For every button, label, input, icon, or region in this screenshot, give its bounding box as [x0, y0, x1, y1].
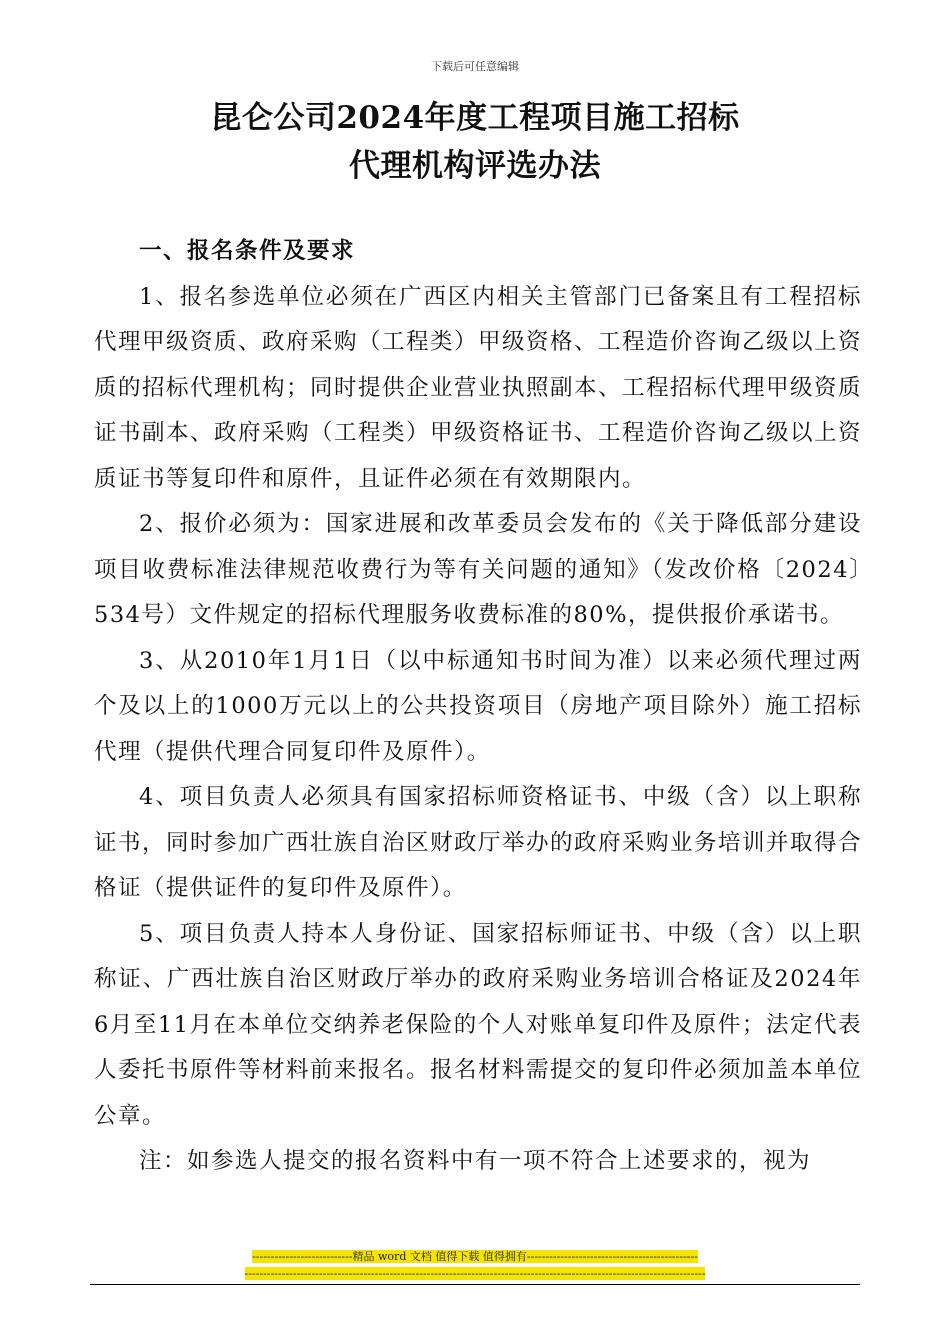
note-paragraph: 注：如参选人提交的报名资料中有一项不符合上述要求的，视为 [139, 1148, 812, 1174]
footer-divider [90, 1284, 860, 1285]
footer-banner-text-2: ---------------------------------------------------------------------------------------------------------------------------- [244, 1267, 706, 1280]
document-body [94, 229, 862, 1185]
footer-banner-line-1 [0, 1249, 950, 1264]
section-heading: 一、报名条件及要求 [139, 238, 356, 264]
document-title [0, 94, 950, 190]
paragraph-5: 5、项目负责人持本人身份证、国家招标师证书、中级（含）以上职称证、广西壮族自治区财政厅举办的政府采购业务培训合格证及2024年6月至11月在本单位交纳养老保险的个人对账单复印件及原件；法定代表人委托书原件等材料前来报名。报名材料需提交的复印件必须加盖本单位公章。 [94, 920, 863, 1129]
title-line-2: 代理机构评选办法 [349, 148, 601, 184]
title-line-1: 昆仑公司2024年度工程项目施工招标 [210, 100, 740, 136]
paragraph-2: 2、报价必须为：国家进展和改革委员会发布的《关于降低部分建设项目收费标准法律规范收费行为等有关问题的通知》（发改价格〔2024〕534号）文件规定的招标代理服务收费标准的80%，提供报价承诺书。 [94, 511, 862, 628]
paragraph-1: 1、报名参选单位必须在广西区内相关主管部门已备案且有工程招标代理甲级资质、政府采购（工程类）甲级资格、工程造价咨询乙级以上资质的招标代理机构；同时提供企业营业执照副本、工程招标代理甲级资质证书副本、政府采购（工程类）甲级资格证书、工程造价咨询乙级以上资质证书等复印件和原件，且证件必须在有效期限内。 [94, 283, 863, 492]
footer-banner-text-1: ---------------------------精品 word 文档 值得下载 值得拥有---------------------------------------------- [252, 1250, 698, 1263]
footer-banner-line-2 [0, 1266, 950, 1281]
page-header-note: 下载后可任意编辑 [431, 60, 519, 73]
paragraph-4: 4、项目负责人必须具有国家招标师资格证书、中级（含）以上职称证书，同时参加广西壮族自治区财政厅举办的政府采购业务培训并取得合格证（提供证件的复印件及原件）。 [94, 784, 863, 901]
paragraph-3: 3、从2010年1月1日（以中标通知书时间为准）以来必须代理过两个及以上的1000万元以上的公共投资项目（房地产项目除外）施工招标代理（提供代理合同复印件及原件）。 [94, 647, 862, 765]
